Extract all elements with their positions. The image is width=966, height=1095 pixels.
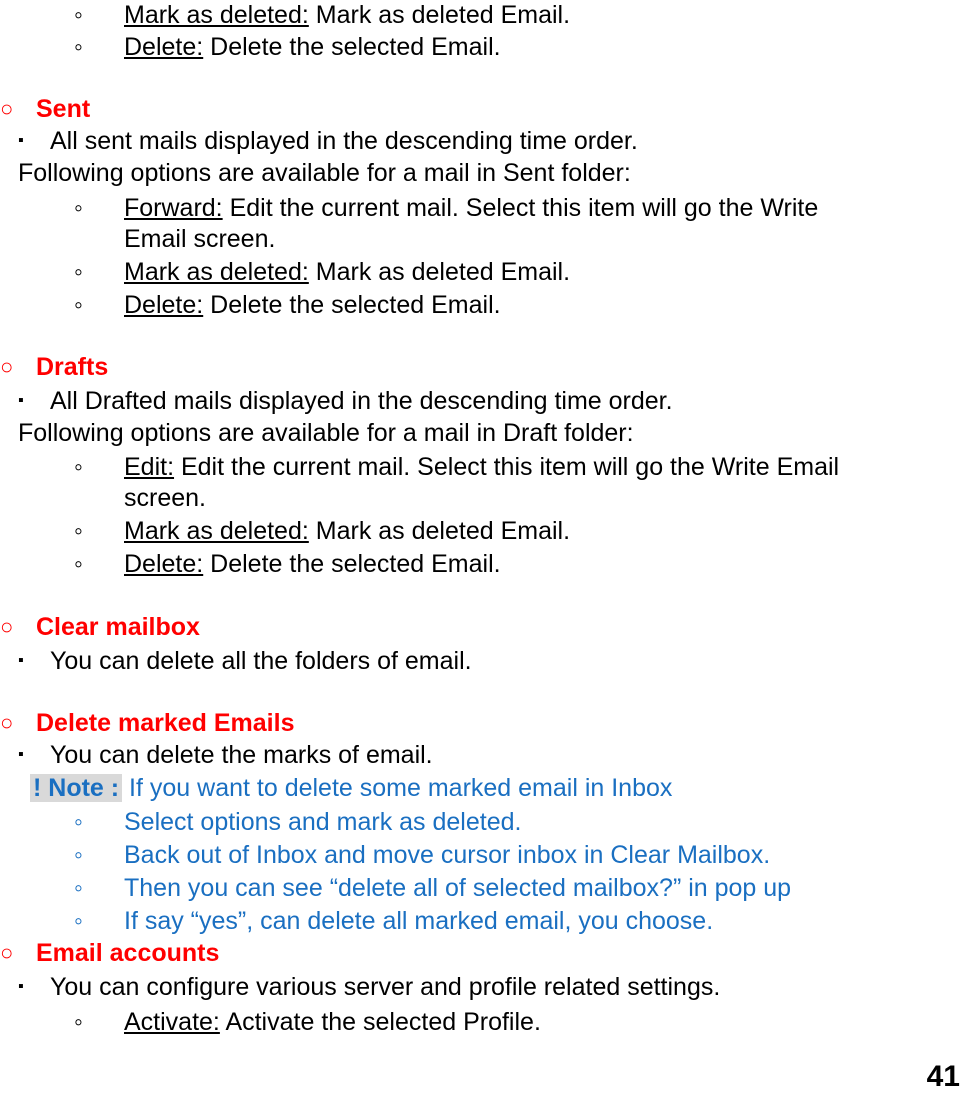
- email-accounts-bullet: You can configure various server and profile related settings.: [50, 973, 721, 1001]
- note-line: [30, 773, 672, 803]
- option-text: Mark as deleted Email.: [308, 258, 571, 286]
- square-bullet: ▪: [18, 746, 24, 763]
- section-marker: ○: [0, 96, 14, 121]
- note-step: If say “yes”, can delete all marked email, you choose.: [124, 907, 714, 935]
- sub-bullet: ◦: [74, 33, 83, 61]
- sent-option-delete: [124, 290, 501, 320]
- note-step: Back out of Inbox and move cursor inbox in Clear Mailbox.: [124, 841, 771, 869]
- sent-heading: Sent: [36, 95, 91, 123]
- section-marker: ○: [0, 710, 14, 735]
- option-text: Edit the current mail. Select this item will go the Write Email: [174, 453, 840, 481]
- note-label: ! Note :: [30, 774, 122, 802]
- drafts-option-edit: [124, 452, 839, 482]
- sent-option-forward-cont: Email screen.: [124, 225, 276, 253]
- drafts-option-edit-cont: screen.: [124, 484, 206, 512]
- drafts-intro: Following options are available for a mail in Draft folder:: [18, 419, 634, 447]
- option-term: Delete:: [124, 550, 204, 578]
- square-bullet: ▪: [18, 978, 24, 995]
- sent-option-mark-as-deleted: [124, 257, 570, 287]
- clear-mailbox-bullet: You can delete all the folders of email.: [50, 647, 472, 675]
- delete-marked-heading: Delete marked Emails: [36, 709, 295, 737]
- option-text: Delete the selected Email.: [203, 550, 501, 578]
- note-text: If you want to delete some marked email in Inbox: [122, 774, 673, 802]
- note-step: Then you can see “delete all of selected mailbox?” in pop up: [124, 874, 792, 902]
- delete-marked-bullet: You can delete the marks of email.: [50, 741, 433, 769]
- email-accounts-heading: Email accounts: [36, 939, 220, 967]
- square-bullet: ▪: [18, 132, 24, 149]
- option-term: Mark as deleted:: [124, 258, 309, 286]
- sub-bullet: ◦: [74, 1008, 83, 1036]
- sub-bullet: ◦: [74, 874, 83, 902]
- square-bullet: ▪: [18, 652, 24, 669]
- option-term: Delete:: [124, 291, 204, 319]
- option-term: Edit:: [124, 453, 175, 481]
- sub-bullet: ◦: [74, 291, 83, 319]
- option-term: Mark as deleted:: [124, 1, 309, 29]
- sub-bullet: ◦: [74, 907, 83, 935]
- sub-bullet: ◦: [74, 1, 83, 29]
- section-marker: ○: [0, 354, 14, 379]
- sub-bullet: ◦: [74, 194, 83, 222]
- option-text: Delete the selected Email.: [203, 291, 501, 319]
- inbox-option-delete: [124, 32, 501, 62]
- option-text: Mark as deleted Email.: [308, 1, 571, 29]
- section-marker: ○: [0, 614, 14, 639]
- option-term: Mark as deleted:: [124, 517, 309, 545]
- sub-bullet: ◦: [74, 258, 83, 286]
- inbox-option-mark-as-deleted: [124, 0, 570, 30]
- clear-mailbox-heading: Clear mailbox: [36, 613, 200, 641]
- option-term: Forward:: [124, 194, 223, 222]
- sent-option-forward: [124, 193, 818, 223]
- option-text: Mark as deleted Email.: [308, 517, 571, 545]
- sub-bullet: ◦: [74, 841, 83, 869]
- sub-bullet: ◦: [74, 550, 83, 578]
- drafts-heading: Drafts: [36, 353, 109, 381]
- option-text: Activate the selected Profile.: [219, 1008, 541, 1036]
- option-term: Activate:: [124, 1008, 220, 1036]
- option-text: Edit the current mail. Select this item will go the Write: [222, 194, 819, 222]
- square-bullet: ▪: [18, 392, 24, 409]
- drafts-option-mark-as-deleted: [124, 516, 570, 546]
- option-term: Delete:: [124, 33, 204, 61]
- sub-bullet: ◦: [74, 453, 83, 481]
- drafts-bullet: All Drafted mails displayed in the descending time order.: [50, 387, 673, 415]
- option-text: Delete the selected Email.: [203, 33, 501, 61]
- email-accounts-option-activate: [124, 1007, 541, 1037]
- section-marker: ○: [0, 940, 14, 965]
- page-number: 41: [926, 1060, 960, 1093]
- sub-bullet: ◦: [74, 808, 83, 836]
- sent-bullet: All sent mails displayed in the descending time order.: [50, 127, 638, 155]
- drafts-option-delete: [124, 549, 501, 579]
- sub-bullet: ◦: [74, 517, 83, 545]
- sent-intro: Following options are available for a mail in Sent folder:: [18, 159, 631, 187]
- note-step: Select options and mark as deleted.: [124, 808, 522, 836]
